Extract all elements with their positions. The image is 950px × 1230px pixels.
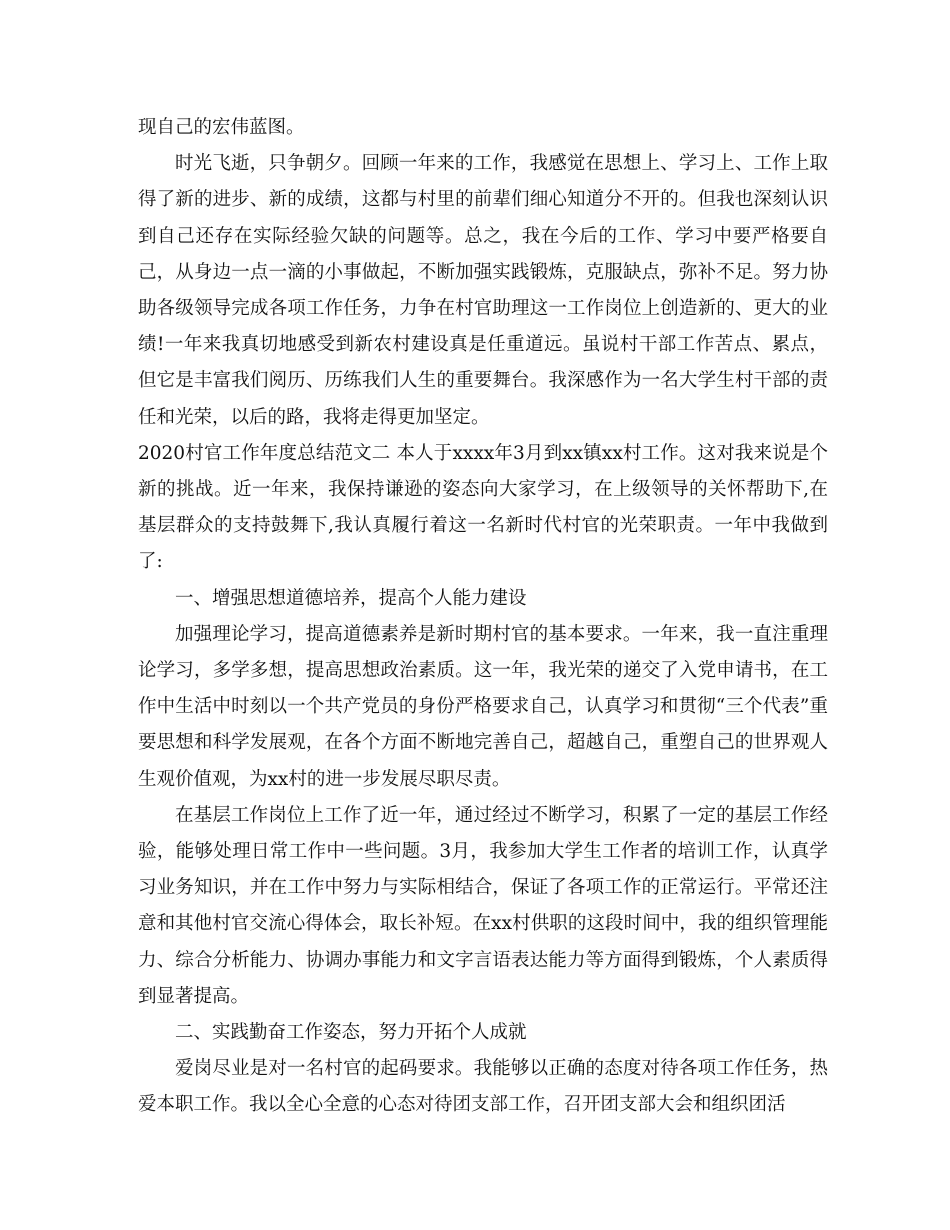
heading-2: 二、实践勤奋工作姿态，努力开拓个人成就 <box>175 1022 527 1044</box>
paragraph-2-body: 本人于xxxx年3月到xx镇xx村工作。这对我来说是个新的挑战。近一年来，我保持谦逊的姿态向大家学习，在上级领导的关怀帮助下,在基层群众的支持鼓舞下,我认真履行着这一名新时代村官的光荣职责。一年中我做到了: <box>138 442 828 573</box>
heading-1: 一、增强思想道德培养，提高个人能力建设 <box>175 587 527 609</box>
paragraph-0: 现自己的宏伟蓝图。 <box>138 117 305 138</box>
paragraph-5: 爱岗尽业是对一名村官的起码要求。我能够以正确的态度对待各项工作任务，热爱本职工作。我以全心全意的心态对待团支部工作，召开团支部大会和组织团活 <box>138 1058 828 1116</box>
section-title: 2020村官工作年度总结范文二 <box>138 442 391 464</box>
paragraph-4: 在基层工作岗位上工作了近一年，通过经过不断学习，积累了一定的基层工作经验，能够处理日常工作中一些问题。3月，我参加大学生工作者的培训工作，认真学习业务知识，并在工作中努力与实际相结合，保证了各项工作的正常运行。平常还注意和其他村官交流心得体会，取长补短。在xx村供职的这段时间中，我的组织管理能力、综合分析能力、协调办事能力和文字言语表达能力等方面得到锻炼，个人素质得到显著提高。 <box>138 804 828 1007</box>
paragraph-2 <box>138 436 828 581</box>
document-page <box>138 110 828 1124</box>
paragraph-1: 时光飞逝，只争朝夕。回顾一年来的工作，我感觉在思想上、学习上、工作上取得了新的进步、新的成绩，这都与村里的前辈们细心知道分不开的。但我也深刻认识到自己还存在实际经验欠缺的问题等。总之，我在今后的工作、学习中要严格要自己，从身边一点一滴的小事做起，不断加强实践锻炼，克服缺点，弥补不足。努力协助各级领导完成各项工作任务，力争在村官助理这一工作岗位上创造新的、更大的业绩!一年来我真切地感受到新农村建设真是任重道远。虽说村干部工作苦点、累点，但它是丰富我们阅历、历练我们人生的重要舞台。我深感作为一名大学生村干部的责任和光荣，以后的路，我将走得更加坚定。 <box>138 153 828 428</box>
paragraph-3: 加强理论学习，提高道德素养是新时期村官的基本要求。一年来，我一直注重理论学习，多学多想，提高思想政治素质。这一年，我光荣的递交了入党申请书，在工作中生活中时刻以一个共产党员的身份严格要求自己，认真学习和贯彻“三个代表”重要思想和科学发展观，在各个方面不断地完善自己，超越自己，重塑自己的世界观人生观价值观，为xx村的进一步发展尽职尽责。 <box>138 623 828 790</box>
